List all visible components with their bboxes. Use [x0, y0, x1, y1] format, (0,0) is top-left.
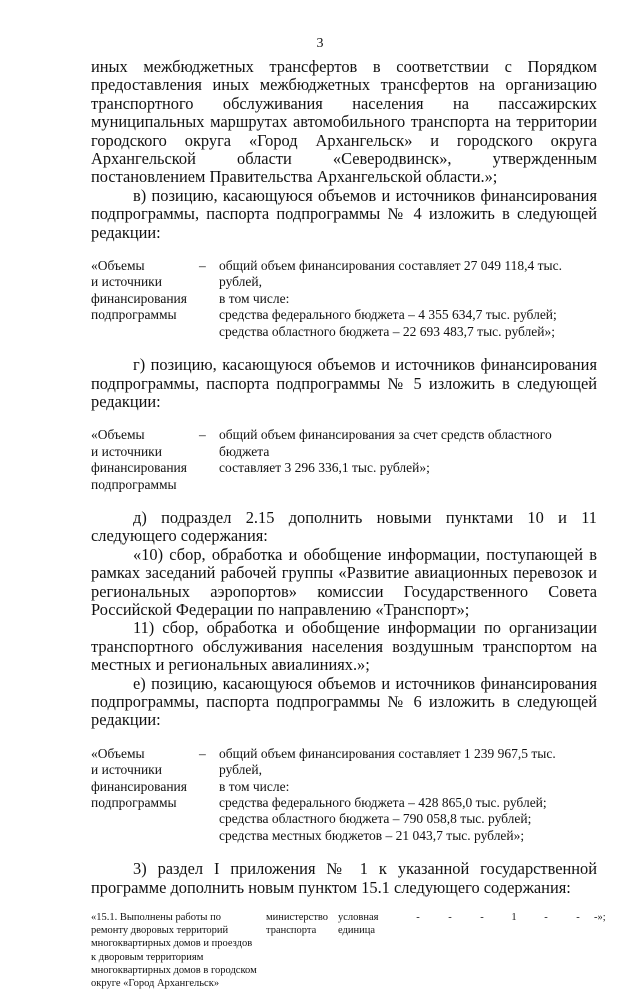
label-line: «Объемы	[91, 745, 145, 761]
label-line: «Объемы	[91, 427, 145, 443]
cell-line: многоквартирных домов и проездов	[91, 938, 253, 950]
cell-line: министерство	[266, 912, 329, 924]
label-line: и источники	[91, 443, 162, 459]
cell-line: условная	[338, 912, 379, 924]
paragraph: г) позицию, касающуюся объемов и источников финансирования подпрограммы, паспорта подпрограммы № 5 изложить в следующей редакции:	[91, 355, 597, 411]
body-line: общий объем финансирования составляет 27 049 118,4 тыс. рублей,	[219, 258, 562, 290]
table-cell-value: -»;	[594, 912, 606, 924]
body-line: составляет 3 296 336,1 тыс. рублей»;	[219, 460, 430, 476]
block-label	[91, 258, 199, 340]
cell-line: к дворовым территориям	[91, 951, 204, 963]
block-body	[219, 427, 597, 493]
paragraph: в) позицию, касающуюся объемов и источников финансирования подпрограммы, паспорта подпрограммы № 4 изложить в следующей редакции:	[91, 185, 597, 242]
table-cell-value: -	[416, 912, 420, 924]
body-line: в том числе:	[219, 778, 290, 794]
body-line: средства местных бюджетов – 21 043,7 тыс. рублей»;	[219, 827, 525, 843]
paragraph: 3) раздел I приложения № 1 к указанной государственной программе дополнить новым пунктом 15.1 следующего содержания:	[91, 859, 597, 897]
cell-line: единица	[338, 925, 376, 937]
cell-line: «15.1. Выполнены работы по	[91, 912, 221, 924]
label-line: и источники	[91, 762, 162, 778]
body-line: в том числе:	[219, 290, 290, 306]
body-line: средства областного бюджета – 790 058,8 тыс. рублей;	[219, 811, 532, 827]
label-line: «Объемы	[91, 258, 145, 274]
label-line: финансирования	[91, 290, 187, 306]
dash: –	[199, 258, 206, 274]
cell-line: транспорта	[266, 925, 317, 937]
block-body	[219, 258, 597, 340]
block-label	[91, 427, 199, 493]
label-line: подпрограммы	[91, 476, 177, 492]
table-cell-value: 1	[511, 912, 517, 924]
table-cell-executor	[266, 911, 338, 990]
block-label	[91, 746, 199, 844]
body-line: общий объем финансирования за счет средств областного бюджета	[219, 427, 552, 459]
body-line: средства федерального бюджета – 428 865,0 тыс. рублей;	[219, 795, 547, 811]
paragraph: иных межбюджетных трансфертов в соответствии с Порядком предоставления иных межбюджетных трансфертов на организацию транспортного обслуживания населения на пассажирских муниципальных маршрутах автомобильного транспорта на территории городского округа «Город Архангельск» и городского округа Архангельской области «Северодвинск», утвержденным постановлением Правительства Архангельской области.»;	[91, 57, 597, 187]
table-cell-value: -	[480, 912, 484, 924]
cell-line: ремонту дворовых территорий	[91, 925, 229, 937]
financing-block	[91, 258, 597, 340]
document-body	[91, 57, 606, 990]
page-number: 3	[316, 36, 324, 51]
paragraph: д) подраздел 2.15 дополнить новыми пунктами 10 и 11 следующего содержания:	[91, 507, 597, 546]
cell-line: многоквартирных домов в городском	[91, 964, 257, 976]
paragraph: «10) сбор, обработка и обобщение информации, поступающей в рамках заседаний рабочей группы «Развитие авиационных перевозок и региональных аэропортов» комиссии Государственного Совета Российской Федерации по направлению «Транспорт»;	[91, 544, 597, 619]
financing-block	[91, 746, 597, 844]
paragraph: е) позицию, касающуюся объемов и источников финансирования подпрограммы, паспорта подпрограммы № 6 изложить в следующей редакции:	[91, 673, 597, 730]
table-cell-value: -	[544, 912, 548, 924]
label-line: и источники	[91, 274, 162, 290]
table-cell-unit	[338, 911, 402, 990]
label-line: подпрограммы	[91, 795, 177, 811]
label-line: финансирования	[91, 778, 187, 794]
body-line: средства областного бюджета – 22 693 483,7 тыс. рублей»;	[219, 323, 556, 339]
table-cell-name	[91, 911, 266, 990]
dash: –	[199, 427, 206, 443]
block-body	[219, 746, 597, 844]
financing-block	[91, 427, 597, 493]
label-line: финансирования	[91, 460, 187, 476]
body-line: средства федерального бюджета – 4 355 634,7 тыс. рублей;	[219, 307, 557, 323]
paragraph: 11) сбор, обработка и обобщение информации по организации транспортного обслуживания населения воздушным транспортом на местных и региональных авиалиниях.»;	[91, 618, 597, 675]
body-line: общий объем финансирования составляет 1 239 967,5 тыс. рублей,	[219, 745, 556, 778]
table-row	[91, 911, 606, 990]
dash: –	[199, 745, 206, 761]
label-line: подпрограммы	[91, 307, 177, 323]
table-cell-value: -	[448, 912, 452, 924]
cell-line: округе «Город Архангельск»	[91, 978, 220, 990]
table-cell-value: -	[576, 912, 580, 924]
